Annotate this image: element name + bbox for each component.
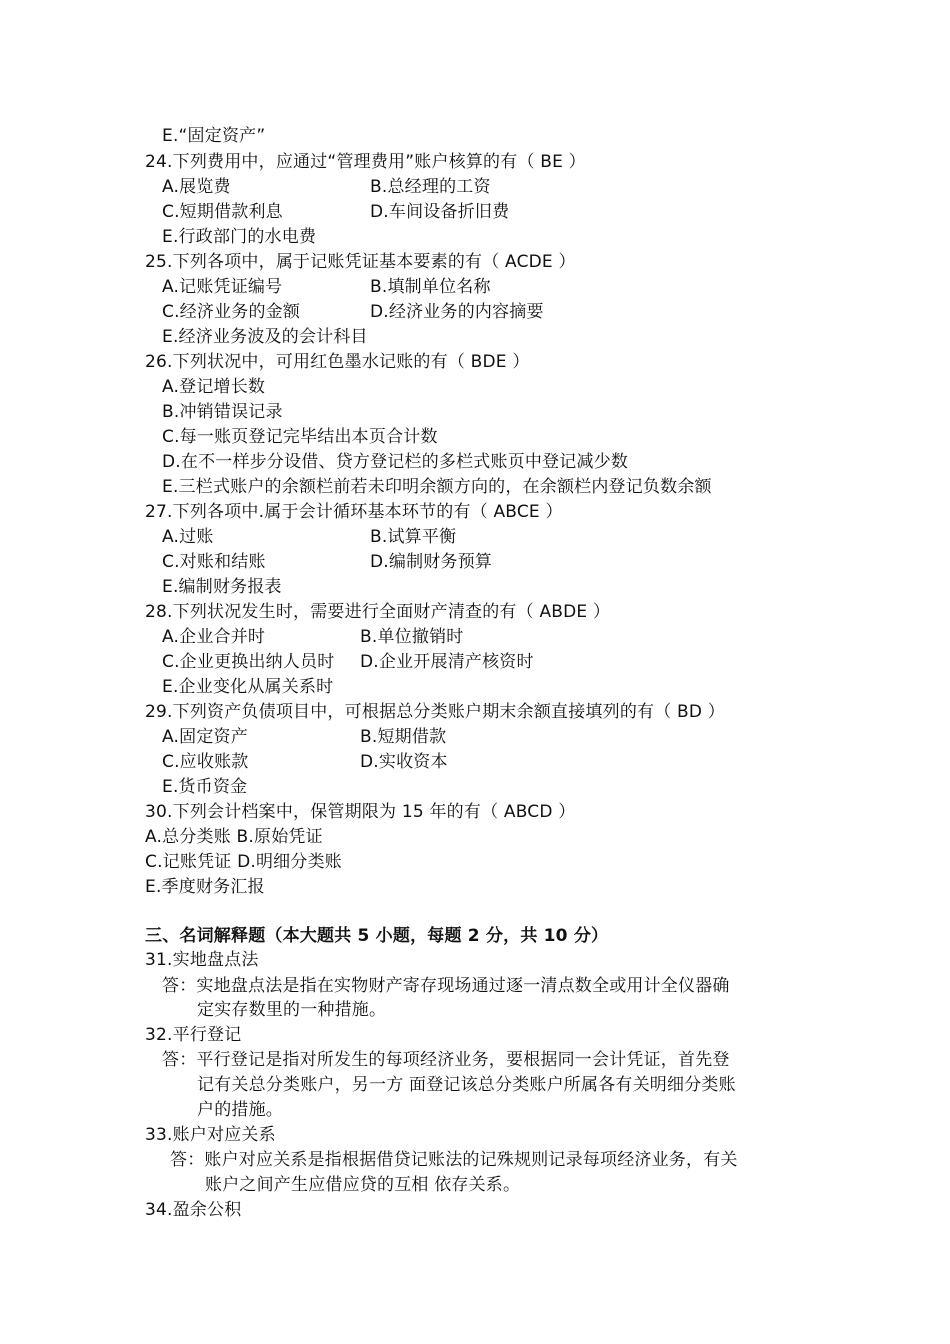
- option-25c: C.经济业务的金额: [162, 302, 301, 322]
- question-32: 32.平行登记: [145, 1025, 242, 1045]
- option-25a: A.记账凭证编号: [162, 277, 283, 297]
- answer-31-line2: 定实存数里的一种措施。: [197, 1000, 387, 1020]
- option-29c: C.应收账款: [162, 752, 249, 772]
- option-29d: D.实收资本: [360, 752, 448, 772]
- option-28b: B.单位撤销时: [360, 627, 464, 647]
- option-24a: A.展览费: [162, 177, 231, 197]
- section-heading-3: 三、名词解释题（本大题共 5 小题，每题 2 分，共 10 分）: [145, 926, 609, 946]
- option-26d: D.在不一样步分设借、贷方登记栏的多栏式账页中登记减少数: [162, 452, 629, 472]
- answer-33-line1: 答：账户对应关系是指根据借贷记账法的记殊规则记录每项经济业务，有关: [170, 1150, 738, 1170]
- option-28d: D.企业开展清产核资时: [360, 652, 534, 672]
- option-28e: E.企业变化从属关系时: [162, 677, 334, 697]
- option-27c: C.对账和结账: [162, 552, 266, 572]
- option-27e: E.编制财务报表: [162, 577, 282, 597]
- option-25d: D.经济业务的内容摘要: [370, 302, 544, 322]
- option-27d: D.编制财务预算: [370, 552, 493, 572]
- option-28c: C.企业更换出纳人员时: [162, 652, 335, 672]
- answer-32-line3: 户的措施。: [197, 1100, 283, 1120]
- question-30: 30.下列会计档案中，保管期限为 15 年的有（ ABCD ）: [145, 802, 576, 822]
- option-29e: E.货币资金: [162, 777, 248, 797]
- question-34: 34.盈余公积: [145, 1200, 242, 1220]
- option-24c: C.短期借款利息: [162, 202, 283, 222]
- answer-32-line2: 记有关总分类账户，另一方 面登记该总分类账户所属各有关明细分类账: [197, 1075, 736, 1095]
- option-25b: B.填制单位名称: [370, 277, 491, 297]
- option-28a: A.企业合并时: [162, 627, 266, 647]
- question-31: 31.实地盘点法: [145, 950, 259, 970]
- option-24d: D.车间设备折旧费: [370, 202, 510, 222]
- question-26: 26.下列状况中，可用红色墨水记账的有（ BDE ）: [145, 352, 530, 372]
- answer-33-line2: 账户之间产生应借应贷的互相 依存关系。: [205, 1175, 521, 1195]
- option-27a: A.过账: [162, 527, 214, 547]
- option-24e: E.行政部门的水电费: [162, 227, 317, 247]
- option-29a: A.固定资产: [162, 727, 248, 747]
- question-28: 28.下列状况发生时，需要进行全面财产清查的有（ ABDE ）: [145, 602, 611, 622]
- question-24: 24.下列费用中，应通过“管理费用”账户核算的有（ BE ）: [145, 152, 586, 172]
- option-27b: B.试算平衡: [370, 527, 457, 547]
- option-26a: A.登记增长数: [162, 377, 266, 397]
- option-24b: B.总经理的工资: [370, 177, 491, 197]
- option-25e: E.经济业务波及的会计科目: [162, 327, 368, 347]
- option-30e: E.季度财务汇报: [145, 877, 265, 897]
- option-26e: E.三栏式账户的余额栏前若未印明余额方向的，在余额栏内登记负数余额: [162, 477, 712, 497]
- question-33: 33.账户对应关系: [145, 1125, 276, 1145]
- answer-31-line1: 答：实地盘点法是指在实物财产寄存现场通过逐一清点数全或用计全仪器确: [162, 976, 730, 996]
- option-29b: B.短期借款: [360, 727, 447, 747]
- option-30cd: C.记账凭证 D.明细分类账: [145, 852, 342, 872]
- question-27: 27.下列各项中.属于会计循环基本环节的有（ ABCE ）: [145, 502, 563, 522]
- question-29: 29.下列资产负债项目中，可根据总分类账户期末余额直接填列的有（ BD ）: [145, 702, 725, 722]
- option-23e: E.“固定资产”: [162, 126, 266, 146]
- question-25: 25.下列各项中，属于记账凭证基本要素的有（ ACDE ）: [145, 252, 576, 272]
- answer-32-line1: 答：平行登记是指对所发生的每项经济业务，要根据同一会计凭证，首先登: [162, 1050, 730, 1070]
- option-30ab: A.总分类账 B.原始凭证: [145, 827, 323, 847]
- option-26b: B.冲销错误记录: [162, 402, 283, 422]
- option-26c: C.每一账页登记完毕结出本页合计数: [162, 427, 438, 447]
